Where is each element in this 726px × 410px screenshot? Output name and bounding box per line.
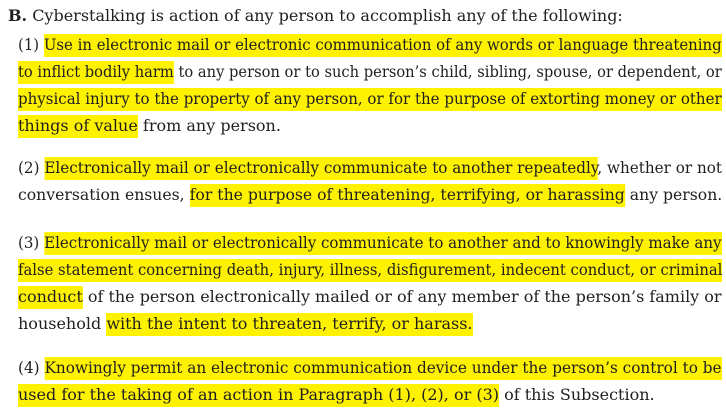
paragraph-4-line-1 bbox=[18, 357, 722, 379]
section-heading bbox=[8, 5, 623, 27]
paragraph-3-line-1 bbox=[18, 232, 722, 254]
plain-text: from any person. bbox=[137, 116, 281, 135]
plain-text: , whether or not bbox=[597, 158, 722, 177]
paragraph-3-number: (3) bbox=[18, 233, 40, 252]
highlighted-text: false statement concerning death, injury, illness, disfigurement, indecent conduct, or criminal bbox=[18, 259, 722, 282]
paragraph-3-line-2 bbox=[18, 259, 722, 281]
highlighted-text: with the intent to threaten, terrify, or harass. bbox=[106, 313, 472, 336]
plain-text: to any person or to such person’s child, sibling, spouse, or dependent, or bbox=[173, 62, 722, 81]
paragraph-1-line-2 bbox=[18, 61, 722, 83]
paragraph-1-number: (1) bbox=[18, 35, 40, 54]
plain-text: of the person electronically mailed or of any member of the person’s family or bbox=[82, 287, 722, 306]
paragraph-2-line-2 bbox=[18, 184, 722, 206]
paragraph-2-line-1 bbox=[18, 157, 722, 179]
highlighted-text: Electronically mail or electronically communicate to another repeatedly bbox=[44, 157, 597, 180]
highlighted-text: to inflict bodily harm bbox=[18, 61, 174, 84]
paragraph-1-line-1 bbox=[18, 34, 722, 56]
plain-text: of this Subsection. bbox=[499, 385, 655, 404]
highlighted-text: Electronically mail or electronically communicate to another and to knowingly make any bbox=[44, 232, 721, 255]
highlighted-text: Use in electronic mail or electronic communication of any words or language threatening bbox=[44, 34, 722, 57]
paragraph-4-number: (4) bbox=[18, 358, 40, 377]
highlighted-text: Knowingly permit an electronic communication device under the person’s control to be bbox=[44, 357, 721, 380]
paragraph-3-line-3 bbox=[18, 286, 722, 308]
paragraph-2-number: (2) bbox=[18, 158, 40, 177]
paragraph-1-line-3 bbox=[18, 88, 722, 110]
highlighted-text: for the purpose of threatening, terrifying, or harassing bbox=[190, 184, 625, 207]
plain-text: any person. bbox=[624, 185, 723, 204]
paragraph-1-line-4 bbox=[18, 115, 281, 137]
highlighted-text: things of value bbox=[18, 115, 138, 138]
highlighted-text: used for the taking of an action in Paragraph (1), (2), or (3) bbox=[18, 384, 499, 407]
highlighted-text: conduct bbox=[18, 286, 83, 309]
section-intro: Cyberstalking is action of any person to accomplish any of the following: bbox=[32, 6, 623, 25]
highlighted-text: physical injury to the property of any person, or for the purpose of extorting money or other bbox=[18, 88, 722, 111]
plain-text: household bbox=[18, 314, 107, 333]
section-label: B. bbox=[8, 6, 28, 25]
paragraph-4-line-2 bbox=[18, 384, 655, 406]
plain-text: conversation ensues, bbox=[18, 185, 190, 204]
paragraph-3-line-4 bbox=[18, 313, 473, 335]
